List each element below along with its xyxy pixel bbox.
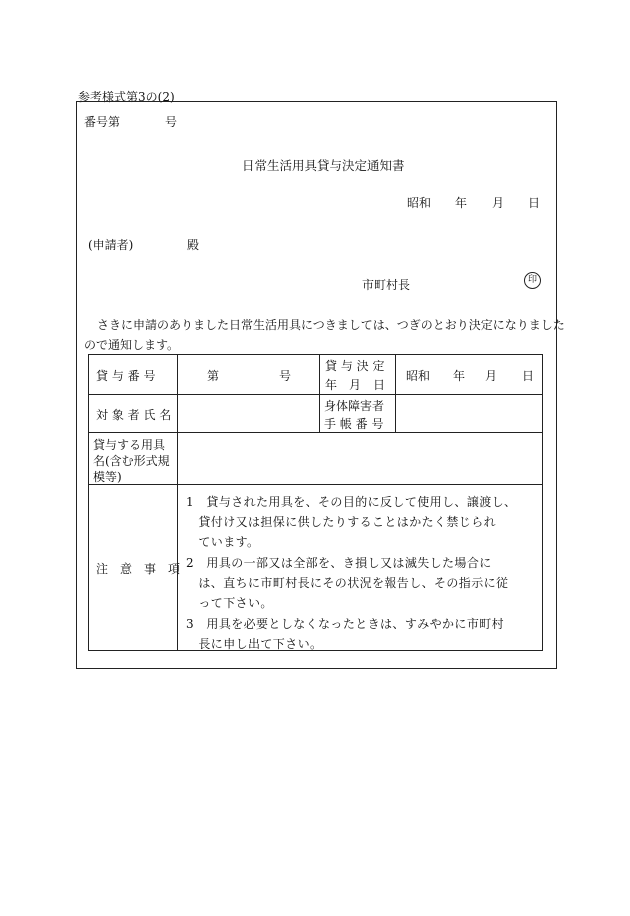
table-border-left [88,354,89,651]
handbook-number-label: 手 帳 番 号 [324,417,384,431]
issuer-name: 市町村長 [362,278,411,292]
loaned-item-label-line-1: 貸与する用具 [93,438,166,452]
notice-line: 2 用具の一部又は全部を、き損し又は滅失した場合に [186,556,492,570]
loan-number-prefix: 第 [207,369,220,383]
row-line-3 [88,484,543,485]
date-era: 昭和 [407,196,432,210]
notice-line: は、直ちに市町村長にその状況を報告し、その指示に従 [186,576,509,590]
row-line-1 [88,394,543,395]
notice-line: 1 貸与された用具を、その目的に反して使用し、譲渡し、 [186,495,517,509]
label-column-line [177,354,178,651]
intro-text-line-1: さきに申請のありました日常生活用具につきましては、つぎのとおり決定になりました [97,318,565,332]
loan-decision-month: 月 [485,369,498,383]
date-year: 年 [455,196,468,210]
loan-number-suffix: 号 [279,369,292,383]
document-title: 日常生活用具貸与決定通知書 [242,158,405,173]
addressee-honorific: 殿 [187,238,200,252]
date-day: 日 [528,196,541,210]
intro-text-line-2: ので通知します。 [84,338,180,352]
table-border-right [542,354,543,651]
loaned-item-label-line-2: 名(含む形式規 [93,454,170,468]
row-line-2 [88,432,543,433]
seal-mark: 印 [524,272,541,289]
applicant-label: (申請者) [88,238,134,252]
disability-handbook-label: 身体障害者 [324,399,385,413]
notice-line: って下さい。 [186,596,273,610]
loan-decision-year: 年 [453,369,466,383]
loaned-item-label-line-3: 模等) [93,470,122,484]
document-number-prefix: 番号第 [84,115,121,129]
table-border-top [88,354,543,355]
loan-decision-era: 昭和 [406,369,431,383]
mid-column-line-1 [319,354,320,432]
mid-column-line-2 [395,354,396,432]
document-number-suffix: 号 [165,115,178,129]
loan-decision-day: 日 [522,369,535,383]
loan-decision-date-label: 貸 与 決 定 [325,359,385,373]
date-month: 月 [492,196,505,210]
loan-decision-date-sublabel: 年 月 日 [325,378,386,392]
recipient-name-label: 対 象 者 氏 名 [96,408,172,422]
form-number-label: 参考様式第3の(2) [78,90,175,104]
decision-table [88,354,543,651]
loan-number-label: 貸 与 番 号 [96,369,156,383]
notice-line: 3 用具を必要としなくなったときは、すみやかに市町村 [186,617,505,631]
notice-line: 貸付け又は担保に供したりすることはかたく禁じられ [186,515,497,529]
notice-line: 長に申し出て下さい。 [186,637,323,651]
notes-label: 注 意 事 項 [96,562,181,576]
notice-line: ています。 [186,535,260,549]
